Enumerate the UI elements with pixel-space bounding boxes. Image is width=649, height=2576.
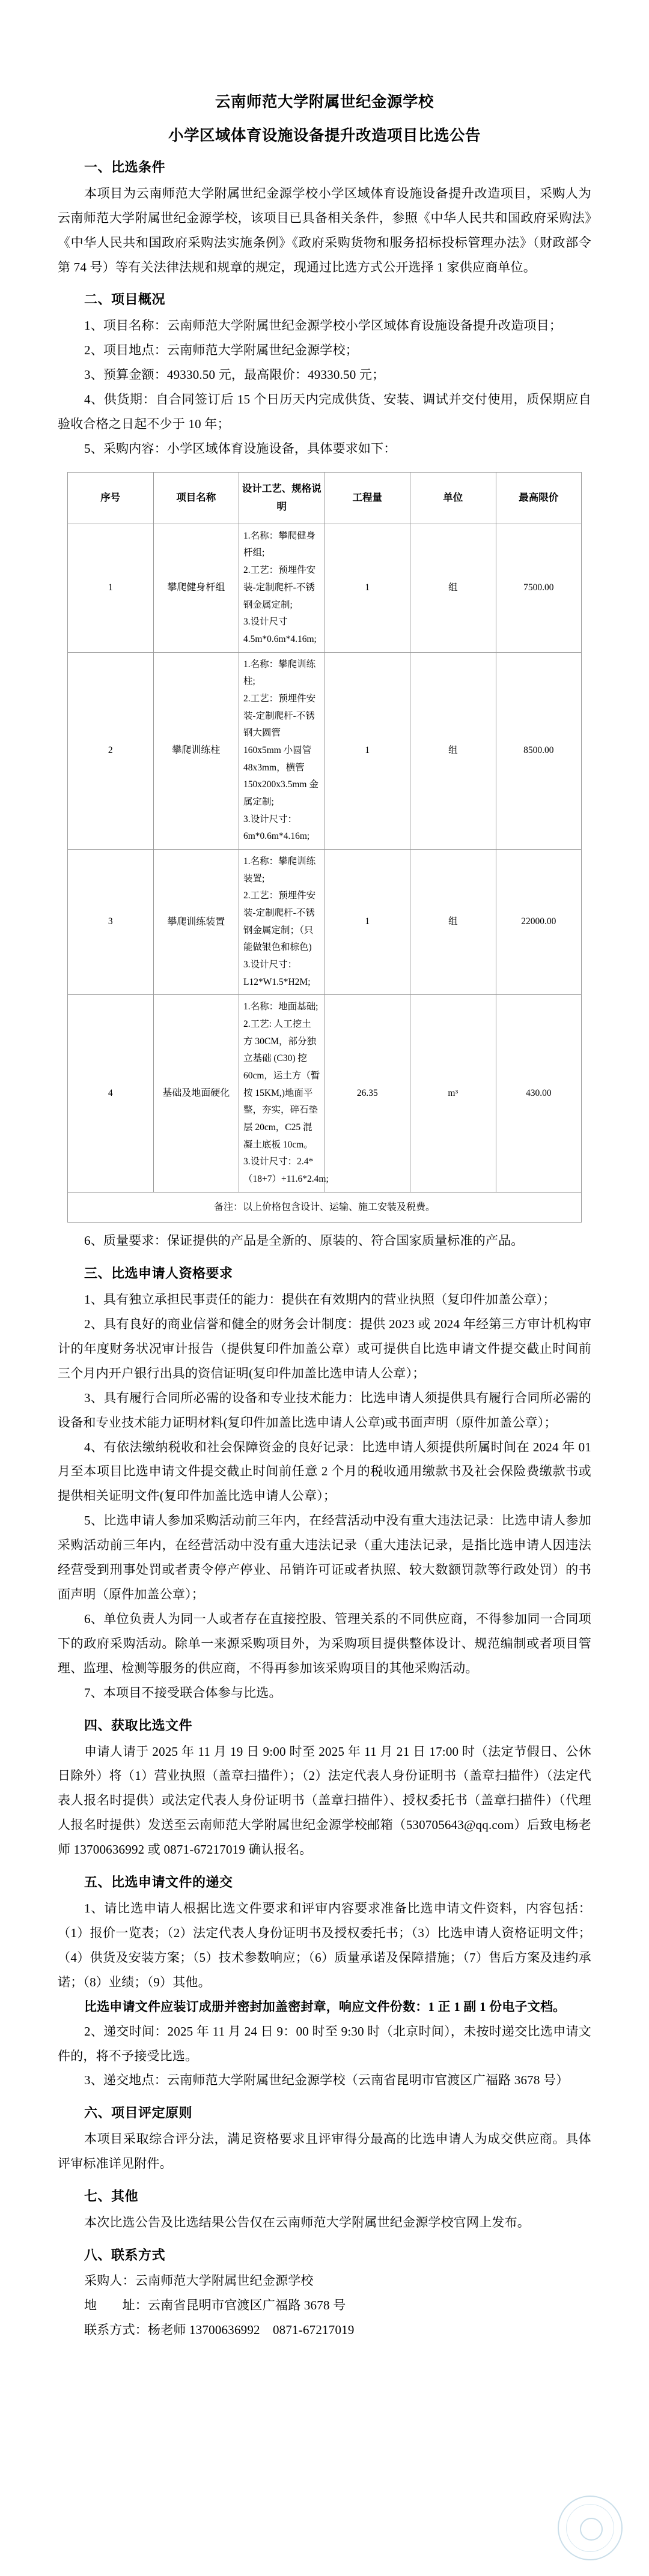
table-row bbox=[68, 524, 582, 652]
header-name: 项目名称 bbox=[153, 472, 239, 524]
spec-line: 2.工艺：预埋件安装-定制爬杆-不锈钢金属定制; bbox=[243, 565, 316, 610]
spec-line: 3.设计尺寸：2.4*（18+7）+11.6*2.4m; bbox=[243, 1156, 329, 1184]
budget-amount-item: 3、预算金额：49330.50 元，最高限价：49330.50 元； bbox=[84, 367, 385, 382]
cell-qty: 26.35 bbox=[324, 995, 410, 1192]
section-heading-2: 二、项目概况 bbox=[84, 292, 166, 307]
cell-price: 8500.00 bbox=[496, 652, 582, 849]
spec-line: 1.名称：攀爬训练柱; bbox=[243, 659, 316, 687]
spec-line: 1.名称：攀爬训练装置; bbox=[243, 856, 316, 884]
section-heading-5: 五、比选申请文件的递交 bbox=[84, 1875, 233, 1890]
spec-line: 3.设计尺寸：L12*W1.5*H2M; bbox=[243, 959, 311, 987]
header-unit: 单位 bbox=[410, 472, 496, 524]
project-name-item: 1、项目名称：云南师范大学附属世纪金源学校小学区域体育设施设备提升改造项目； bbox=[84, 318, 562, 333]
section-heading-4: 四、获取比选文件 bbox=[84, 1717, 193, 1733]
seal-inner-ring bbox=[566, 2504, 614, 2552]
cell-unit: 组 bbox=[410, 849, 496, 994]
contact-phone: 联系方式：杨老师 13700636992 0871-67217019 bbox=[84, 2323, 355, 2338]
qualification-item-4: 4、有依法缴纳税收和社会保障资金的良好记录：比选申请人须提供所属时间在 2024 年 01 月至本项目比选申请文件提交截止时间前任意 2 个月的税收通用缴款书及社会保险费缴款书或提供相关证明文件(复印件加盖比选申请人公章）； bbox=[58, 1439, 591, 1504]
header-price: 最高限价 bbox=[496, 472, 582, 524]
spec-line: 1.名称：地面基础; bbox=[243, 1002, 318, 1012]
evaluation-principle-paragraph: 本项目采取综合评分法，满足资格要求且评审得分最高的比选申请人为成交供应商。具体评审标准详见附件。 bbox=[58, 2132, 591, 2171]
delivery-period-item: 4、供货期：自合同签订后 15 个日历天内完成供货、安装、调试并交付使用，质保期应自验收合格之日起不少于 10 年； bbox=[58, 392, 591, 431]
procurement-content-item: 5、采购内容：小学区域体育设施设备，具体要求如下： bbox=[84, 441, 397, 456]
spec-table-head bbox=[68, 472, 582, 524]
cell-name: 攀爬健身杆组 bbox=[153, 524, 239, 652]
section-heading-1: 一、比选条件 bbox=[84, 160, 166, 175]
quality-requirement-item: 6、质量要求：保证提供的产品是全新的、原装的、符合国家质量标准的产品。 bbox=[84, 1233, 524, 1248]
header-spec: 设计工艺、规格说明 bbox=[239, 472, 325, 524]
cell-unit: m³ bbox=[410, 995, 496, 1192]
cell-index: 3 bbox=[68, 849, 154, 994]
table-row bbox=[68, 995, 582, 1192]
spec-line: 2.工艺：预埋件安装-定制爬杆-不锈钢金属定制；（只能做银色和棕色) bbox=[243, 890, 316, 953]
spec-line: 3.设计尺寸：6m*0.6m*4.16m; bbox=[243, 814, 310, 842]
spec-table-body bbox=[68, 524, 582, 1222]
cell-unit: 组 bbox=[410, 524, 496, 652]
submission-binding-note: 比选申请文件应装订成册并密封加盖密封章，响应文件份数：1 正 1 副 1 份电子文档。 bbox=[84, 1999, 566, 2014]
cell-name: 基础及地面硬化 bbox=[153, 995, 239, 1192]
cell-spec bbox=[239, 652, 325, 849]
qualification-item-6: 6、单位负责人为同一人或者存在直接控股、管理关系的不同供应商，不得参加同一合同项下的政府采购活动。除单一来源采购项目外，为采购项目提供整体设计、规范编制或者项目管理、监理、检测等服务的供应商，不得再参加该采购项目的其他采购活动。 bbox=[58, 1612, 591, 1675]
qualification-item-7: 7、本项目不接受联合体参与比选。 bbox=[84, 1685, 282, 1700]
table-row bbox=[68, 849, 582, 994]
cell-name: 攀爬训练装置 bbox=[153, 849, 239, 994]
section-heading-6: 六、项目评定原则 bbox=[84, 2105, 193, 2121]
header-index: 序号 bbox=[68, 472, 154, 524]
section-heading-8: 八、联系方式 bbox=[84, 2247, 166, 2263]
section-heading-7: 七、其他 bbox=[84, 2188, 139, 2204]
section-heading-3: 三、比选申请人资格要求 bbox=[84, 1266, 233, 1281]
cell-index: 2 bbox=[68, 652, 154, 849]
cell-spec bbox=[239, 849, 325, 994]
submission-item-1: 1、请比选申请人根据比选文件要求和评审内容要求准备比选申请文件资料，内容包括：（1）报价一览表；（2）法定代表人身份证明书及授权委托书；（3）比选申请人资格证明文件；（4）供货及安装方案；（5）技术参数响应；（6）质量承诺及保障措施；（7）售后方案及违约承诺；（8）业绩；（9）其他。 bbox=[58, 1900, 591, 1989]
cell-price: 7500.00 bbox=[496, 524, 582, 652]
title-line-2: 小学区域体育设施设备提升改造项目比选公告 bbox=[168, 126, 481, 144]
submission-location-item: 3、递交地点：云南师范大学附属世纪金源学校（云南省昆明市官渡区广福路 3678 号） bbox=[84, 2073, 569, 2088]
cell-index: 1 bbox=[68, 524, 154, 652]
official-seal-watermark bbox=[558, 2496, 623, 2560]
cell-qty: 1 bbox=[324, 524, 410, 652]
qualification-item-1: 1、具有独立承担民事责任的能力：提供在有效期内的营业执照（复印件加盖公章）； bbox=[84, 1292, 556, 1307]
submission-time-item: 2、递交时间：2025 年 11 月 24 日 9：00 时至 9:30 时（北京时间），未按时递交比选申请文件的，将不予接受比选。 bbox=[58, 2024, 591, 2063]
other-paragraph: 本次比选公告及比选结果公告仅在云南师范大学附属世纪金源学校官网上发布。 bbox=[84, 2215, 530, 2230]
spec-table-container bbox=[58, 472, 591, 1223]
cell-qty: 1 bbox=[324, 652, 410, 849]
contact-address: 地 址：云南省昆明市官渡区广福路 3678 号 bbox=[84, 2298, 346, 2313]
header-qty: 工程量 bbox=[324, 472, 410, 524]
cell-spec bbox=[239, 995, 329, 1192]
spec-table bbox=[67, 472, 582, 1223]
cell-qty: 1 bbox=[324, 849, 410, 994]
cell-unit: 组 bbox=[410, 652, 496, 849]
qualification-item-5: 5、比选申请人参加采购活动前三年内，在经营活动中没有重大违法记录：比选申请人参加采购活动前三年内，在经营活动中没有重大违法记录（重大违法记录，是指比选申请人因违法经营受到刑事处罚或者责令停产停业、吊销许可证或者执照、较大数额罚款等行政处罚）的书面声明（原件加盖公章）； bbox=[58, 1513, 591, 1602]
qualification-item-2: 2、具有良好的商业信誉和健全的财务会计制度：提供 2023 或 2024 年经第三方审计机构审计的年度财务状况审计报告（提供复印件加盖公章）或可提供自比选申请文件提交截止时间前三个月内开户银行出具的资信证明(复印件加盖比选申请人公章）； bbox=[58, 1316, 591, 1380]
table-note-row bbox=[68, 1192, 582, 1223]
table-row bbox=[68, 652, 582, 849]
cell-price: 430.00 bbox=[496, 995, 582, 1192]
cell-index: 4 bbox=[68, 995, 154, 1192]
cell-name: 攀爬训练柱 bbox=[153, 652, 239, 849]
table-header-row bbox=[68, 472, 582, 524]
contact-purchaser: 采购人：云南师范大学附属世纪金源学校 bbox=[84, 2273, 314, 2288]
spec-line: 2.工艺：预埋件安装-定制爬杆-不锈钢大圆管 160x5mm 小圆管 48x3mm，横管 150x200x3.5mm 金属定制; bbox=[243, 693, 318, 807]
spec-line: 2.工艺: 人工挖土方 30CM，部分独立基础 (C30) 挖 60cm，运土方（暂按 15KM,)地面平整，夯实，碎石垫层 20cm，C25 混凝土底板 10cm。 bbox=[243, 1018, 320, 1150]
page-title bbox=[58, 90, 591, 147]
document-acquisition-paragraph: 申请人请于 2025 年 11 月 19 日 9:00 时至 2025 年 11 月 21 日 17:00 时（法定节假日、公休日除外）将（1）营业执照（盖章扫描件）；（2）法定代表人身份证明书（盖章扫描件）（法定代表人报名时提供）或法定代表人身份证明书（盖章扫描件）、授权委托书（盖章扫描件）（代理人报名时提供）发送至云南师范大学附属世纪金源学校邮箱（530705643@qq.com）后致电杨老师 13700636992 或 0871-67217019 确认报名。 bbox=[58, 1744, 591, 1857]
table-note: 备注：以上价格包含设计、运输、施工安装及税费。 bbox=[68, 1192, 582, 1223]
spec-line: 3.设计尺寸 4.5m*0.6m*4.16m; bbox=[243, 617, 317, 644]
section-1-paragraph: 本项目为云南师范大学附属世纪金源学校小学区域体育设施设备提升改造项目，采购人为云南师范大学附属世纪金源学校，该项目已具备相关条件，参照《中华人民共和国政府采购法》《中华人民共和国政府采购法实施条例》《政府采购货物和服务招标投标管理办法》（财政部令第 74 号）等有关法律法规和规章的规定，现通过比选方式公开选择 1 家供应商单位。 bbox=[58, 186, 591, 274]
project-location-item: 2、项目地点：云南师范大学附属世纪金源学校； bbox=[84, 343, 358, 358]
cell-price: 22000.00 bbox=[496, 849, 582, 994]
cell-spec bbox=[239, 524, 325, 652]
spec-line: 1.名称：攀爬健身杆组; bbox=[243, 530, 316, 558]
qualification-item-3: 3、具有履行合同所必需的设备和专业技术能力：比选申请人须提供具有履行合同所必需的设备和专业技术能力证明材料(复印件加盖比选申请人公章)或书面声明（原件加盖公章）； bbox=[58, 1390, 591, 1430]
title-line-1: 云南师范大学附属世纪金源学校 bbox=[215, 93, 434, 110]
